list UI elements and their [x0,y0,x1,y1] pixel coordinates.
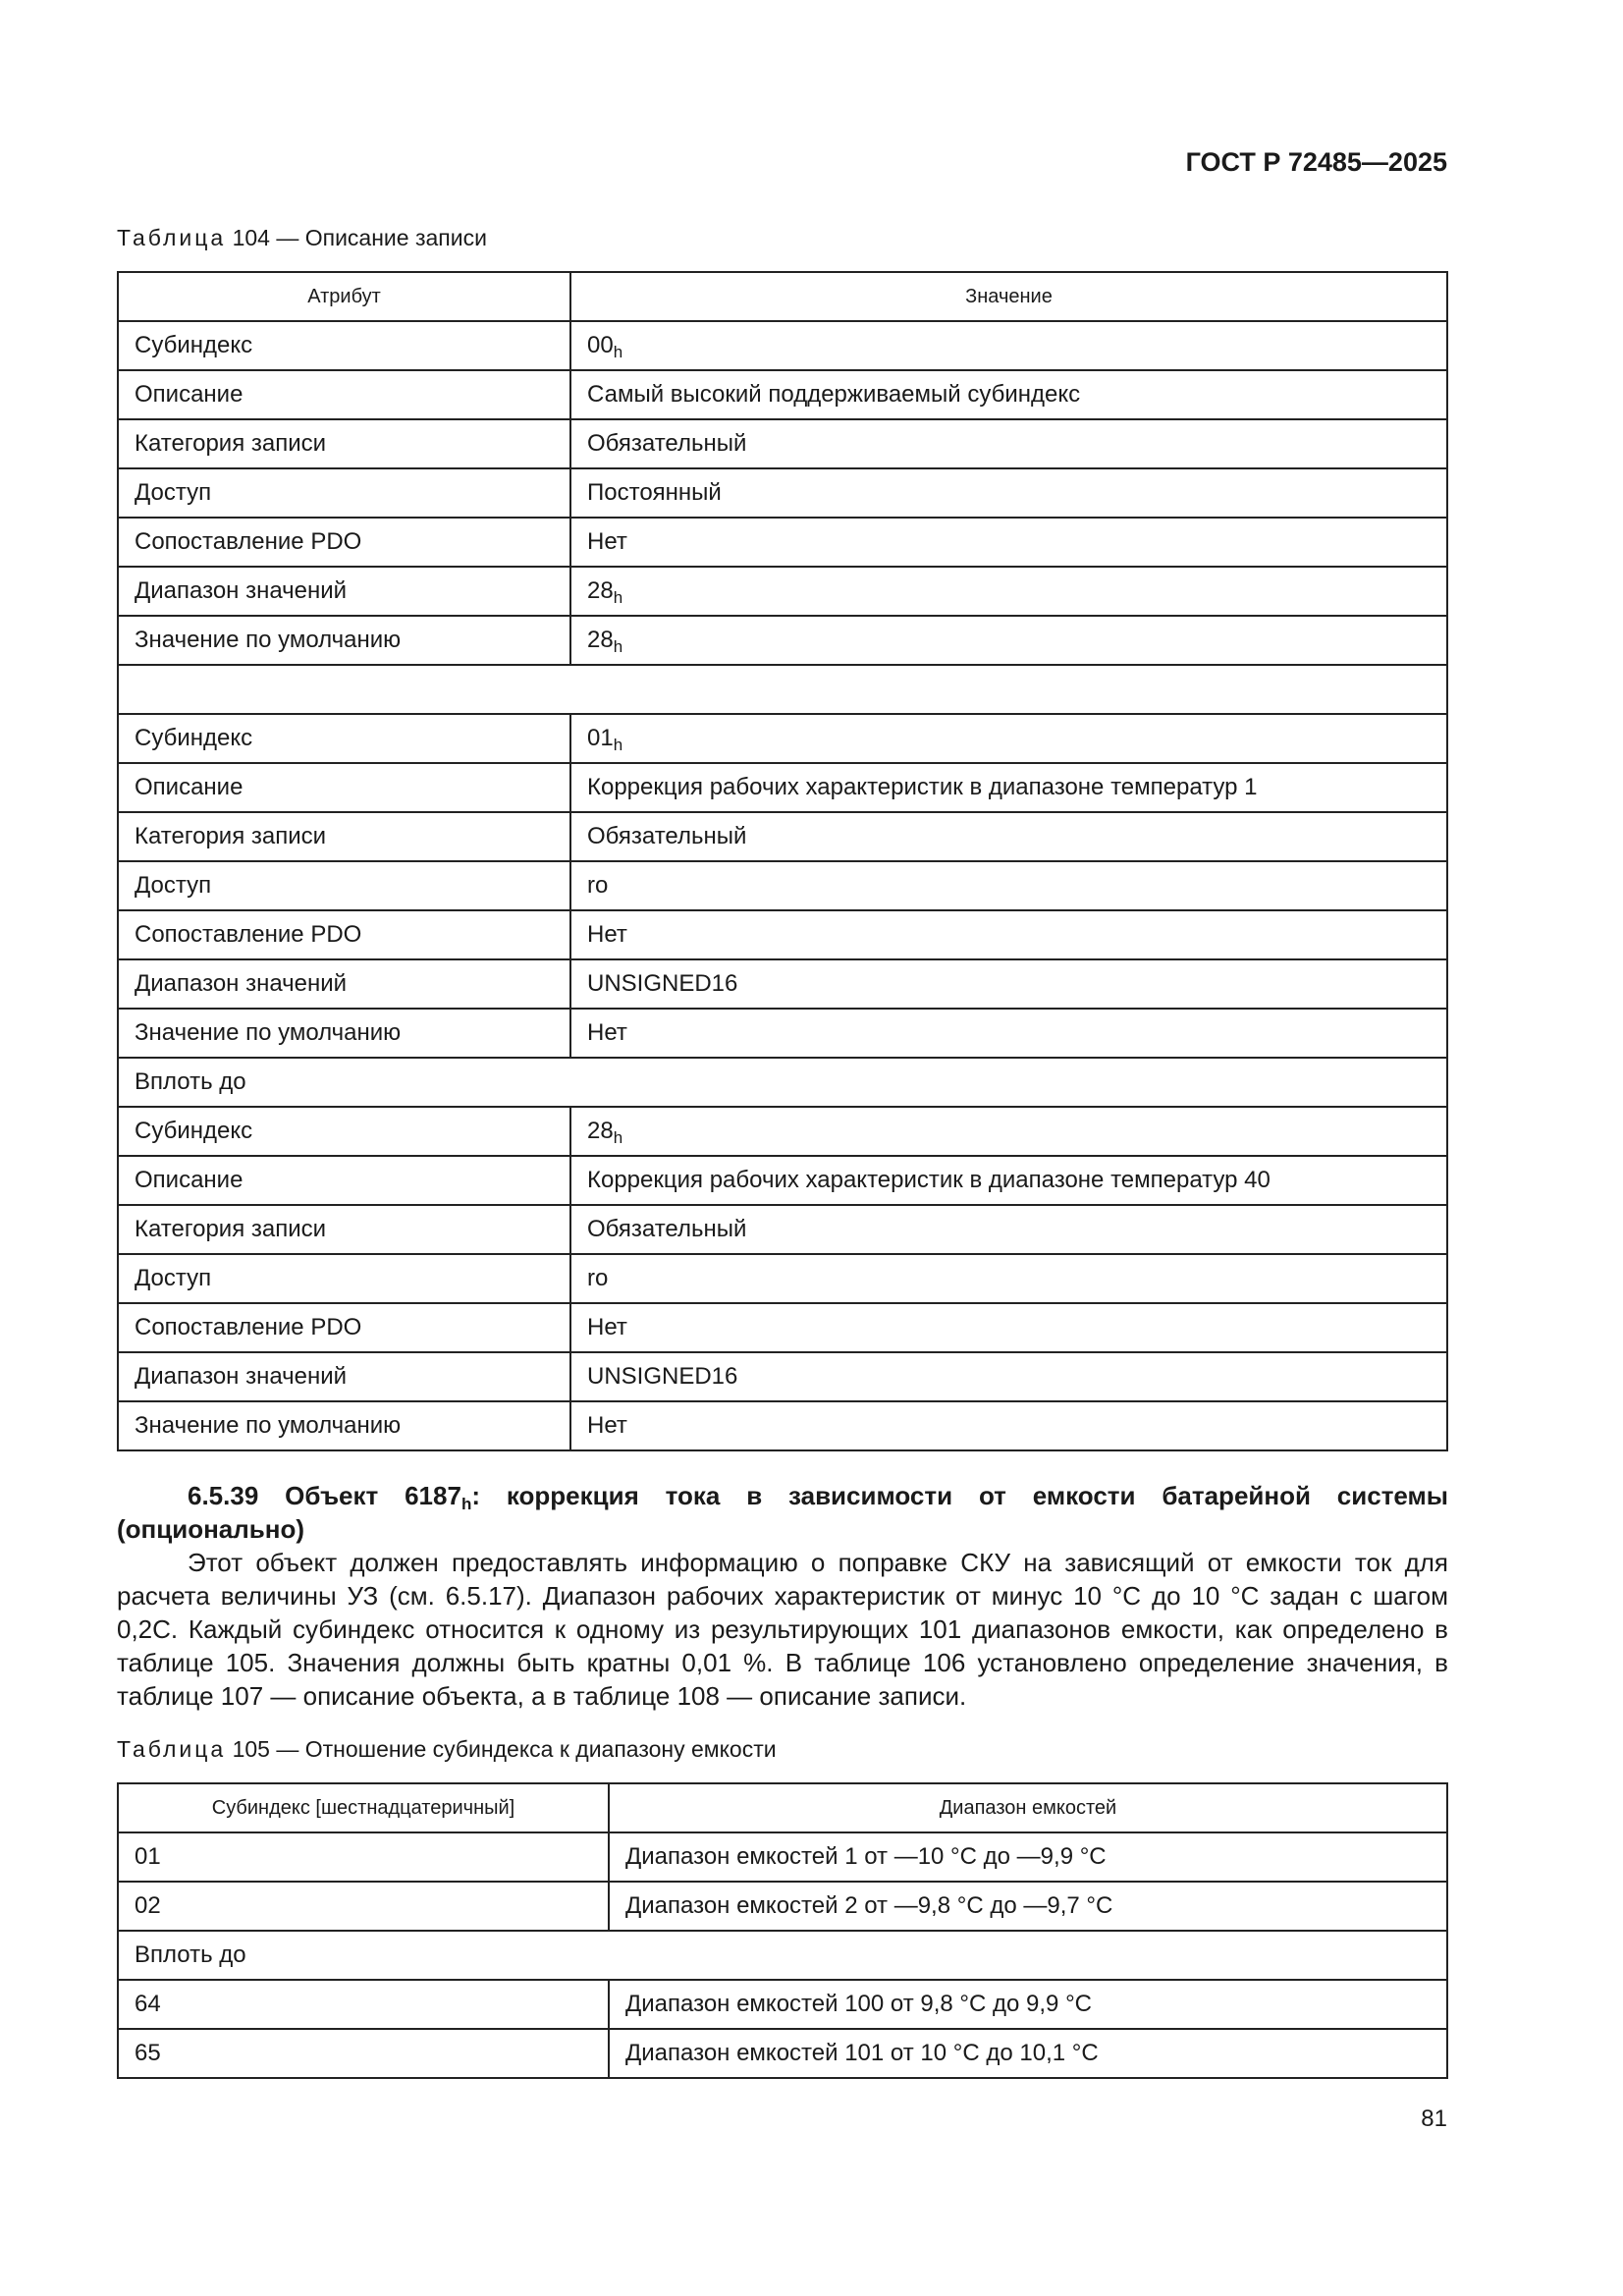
value-cell [570,321,1447,370]
table-row [118,518,1447,567]
key-cell: 02 [118,1882,609,1931]
value-subscript: h [613,637,623,656]
key-cell: Диапазон значений [118,567,570,616]
key-cell: Категория записи [118,1205,570,1254]
value-text: Обязательный [587,823,747,849]
value-cell [570,1401,1447,1450]
value-cell [570,567,1447,616]
table-row [118,714,1447,763]
value-text: UNSIGNED16 [587,970,738,997]
key-cell: Сопоставление PDO [118,910,570,959]
span-cell: Вплоть до [118,1058,1447,1107]
value-text: Постоянный [587,479,722,506]
table-104 [117,271,1448,1451]
table-row [118,468,1447,518]
value-cell [570,1303,1447,1352]
value-cell [570,1009,1447,1058]
span-cell: Вплоть до [118,1931,1447,1980]
key-cell: Доступ [118,468,570,518]
span-cell [118,665,1447,714]
value-cell [609,1882,1447,1931]
key-cell: Субиндекс [118,714,570,763]
key-cell: Значение по умолчанию [118,616,570,665]
table-row [118,910,1447,959]
caption-label: Таблица [117,1736,227,1762]
value-text: Обязательный [587,430,747,457]
key-cell: Диапазон значений [118,959,570,1009]
caption-text: 105 — Отношение субиндекса к диапазону емкости [232,1736,777,1762]
table-row [118,1303,1447,1352]
key-cell: Субиндекс [118,321,570,370]
key-cell: Описание [118,370,570,419]
value-text: 28 [587,1118,614,1144]
table-row [118,1980,1447,2029]
value-cell [570,468,1447,518]
value-cell [570,518,1447,567]
table-row [118,567,1447,616]
value-text: Нет [587,1412,627,1439]
value-cell [570,419,1447,468]
table-105-caption [117,1736,777,1763]
value-cell [609,1980,1447,2029]
value-text: Диапазон емкостей 101 от 10 °C до 10,1 °C [625,2040,1099,2066]
caption-label: Таблица [117,225,227,250]
table-row [118,665,1447,714]
column-header-value: Значение [570,272,1447,321]
value-cell [570,1205,1447,1254]
value-cell [570,861,1447,910]
value-cell [609,1832,1447,1882]
table-row [118,1058,1447,1107]
value-text: 28 [587,577,614,604]
table-row [118,861,1447,910]
table-row [118,1205,1447,1254]
key-cell: 01 [118,1832,609,1882]
value-text: Обязательный [587,1216,747,1242]
document-id-header: ГОСТ Р 72485—2025 [1185,147,1447,177]
table-row [118,1832,1447,1882]
value-cell [570,763,1447,812]
value-text: 01 [587,725,614,751]
value-cell [570,714,1447,763]
value-text: Нет [587,1019,627,1046]
value-cell [570,370,1447,419]
table-row [118,763,1447,812]
table-row [118,1009,1447,1058]
key-cell: Значение по умолчанию [118,1401,570,1450]
value-cell [570,812,1447,861]
section-6-5-39 [117,1479,1448,1713]
value-subscript: h [613,588,623,607]
section-paragraph: Этот объект должен предоставлять информацию о поправке СКУ на зависящий от емкости ток для расчета величины УЗ (см. 6.5.17). Диапазон рабочих характеристик от минус 10 °C до 10 °C задан с шагом 0,2C. Каждый субиндекс относится к одному из результирующих 101 диапазонов емкости, как определено в таблице 105. Значения должны быть кратны 0,01 %. В таблице 106 установлено определение значения, в таблице 107 — описание объекта, а в таблице 108 — описание записи. [117,1548,1448,1711]
table-row [118,1352,1447,1401]
value-cell [570,616,1447,665]
value-text: ro [587,872,609,899]
value-text: Коррекция рабочих характеристик в диапазоне температур 1 [587,774,1258,800]
key-cell: Категория записи [118,812,570,861]
table-row [118,321,1447,370]
table-row [118,1401,1447,1450]
key-cell: Описание [118,763,570,812]
key-cell: Описание [118,1156,570,1205]
value-cell [609,2029,1447,2078]
table-row [118,1156,1447,1205]
table-row [118,1107,1447,1156]
key-cell: Диапазон значений [118,1352,570,1401]
key-cell: 65 [118,2029,609,2078]
key-cell: Сопоставление PDO [118,518,570,567]
value-text: Самый высокий поддерживаемый субиндекс [587,381,1081,408]
value-subscript: h [613,343,623,361]
table-row [118,616,1447,665]
column-header-attribute: Атрибут [118,272,570,321]
table-row [118,1931,1447,1980]
section-heading: 6.5.39 Объект $6187_h$: коррекция тока в зависимости от емкости батарейной системы (опционально) [117,1481,1448,1544]
value-subscript: h [613,736,623,754]
table-104-caption [117,225,487,251]
key-cell: 64 [118,1980,609,2029]
value-text: Нет [587,528,627,555]
table-row [118,1882,1447,1931]
value-cell [570,959,1447,1009]
column-header-subindex: Субиндекс [шестнадцатеричный] [118,1783,609,1832]
page-number: 81 [1421,2105,1447,2132]
table-row [118,1254,1447,1303]
value-text: Диапазон емкостей 1 от —10 °C до —9,9 °C [625,1843,1107,1870]
value-text: Нет [587,921,627,948]
column-header-capacity-range: Диапазон емкостей [609,1783,1447,1832]
caption-text: 104 — Описание записи [232,225,487,250]
value-text: 28 [587,627,614,653]
table-row [118,2029,1447,2078]
value-cell [570,1254,1447,1303]
value-text: Коррекция рабочих характеристик в диапазоне температур 40 [587,1167,1271,1193]
value-cell [570,1352,1447,1401]
key-cell: Субиндекс [118,1107,570,1156]
table-row [118,812,1447,861]
value-cell [570,1107,1447,1156]
value-text: Нет [587,1314,627,1340]
value-subscript: h [613,1128,623,1147]
key-cell: Доступ [118,1254,570,1303]
value-text: ro [587,1265,609,1291]
key-cell: Сопоставление PDO [118,1303,570,1352]
table-row [118,370,1447,419]
value-text: Диапазон емкостей 100 от 9,8 °C до 9,9 °C [625,1991,1092,2017]
table-row [118,419,1447,468]
value-text: UNSIGNED16 [587,1363,738,1390]
value-cell [570,910,1447,959]
value-text: 00 [587,332,614,358]
key-cell: Доступ [118,861,570,910]
key-cell: Категория записи [118,419,570,468]
table-105 [117,1782,1448,2079]
key-cell: Значение по умолчанию [118,1009,570,1058]
table-row [118,959,1447,1009]
value-cell [570,1156,1447,1205]
value-text: Диапазон емкостей 2 от —9,8 °C до —9,7 °C [625,1892,1113,1919]
